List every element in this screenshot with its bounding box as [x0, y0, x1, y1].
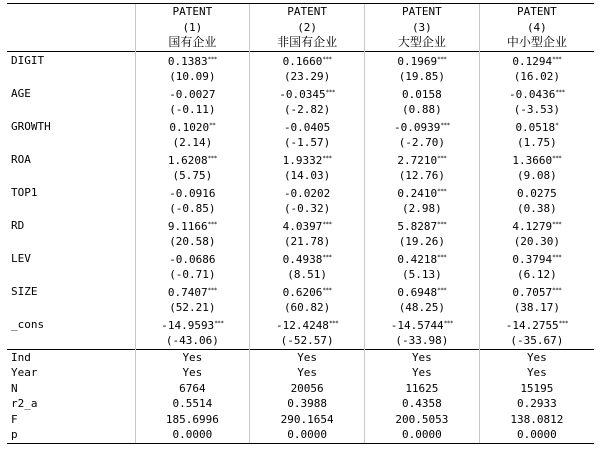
t-stat-cell: (12.76) — [365, 168, 480, 184]
t-stat-cell: (-0.85) — [135, 201, 250, 217]
significance-stars: *** — [214, 319, 224, 327]
coef-value: 1.3660 — [512, 153, 553, 167]
coef-value: 0.0518 — [515, 120, 556, 134]
stat-value: 20056 — [250, 381, 365, 397]
coef-cell — [479, 51, 594, 69]
coef-cell — [479, 85, 594, 103]
t-stat-cell: (-0.71) — [135, 267, 250, 283]
coef-value: 0.0158 — [402, 87, 442, 101]
coef-value: -0.0916 — [169, 186, 216, 200]
stat-name: r2_a — [11, 397, 38, 410]
significance-stars: *** — [207, 220, 217, 228]
variable-name-blank — [7, 234, 135, 250]
coef-cell — [250, 118, 365, 136]
coef-value: 0.3794 — [512, 252, 553, 266]
variable-name-blank — [7, 300, 135, 316]
t-stat-cell: (5.13) — [365, 267, 480, 283]
variable-name-blank — [7, 69, 135, 85]
coef-value: 0.4938 — [282, 252, 323, 266]
t-stat-cell: (0.38) — [479, 201, 594, 217]
t-stat-cell: (19.26) — [365, 234, 480, 250]
significance-stars: *** — [437, 187, 447, 195]
t-stat-cell: (60.82) — [250, 300, 365, 316]
header-corner — [7, 20, 135, 36]
stat-value: Yes — [479, 365, 594, 381]
header-model-no: (2) — [250, 20, 365, 36]
stat-value: 0.0000 — [365, 427, 480, 443]
t-stat-cell: (5.75) — [135, 168, 250, 184]
variable-name: SIZE — [11, 284, 38, 298]
coef-cell — [250, 151, 365, 169]
coef-value: 0.4218 — [397, 252, 438, 266]
coef-value: -0.0202 — [283, 186, 331, 200]
t-stat-cell: (38.17) — [479, 300, 594, 316]
header-group: 大型企业 — [365, 35, 480, 51]
coef-value: -0.0939 — [394, 120, 441, 134]
header-group: 国有企业 — [135, 35, 250, 51]
stat-value: 0.0000 — [479, 427, 594, 443]
coef-value: 0.2410 — [397, 186, 438, 200]
coef-cell — [479, 151, 594, 169]
t-stat-row — [7, 102, 594, 118]
stat-value: 0.5514 — [135, 396, 250, 412]
significance-stars: *** — [443, 319, 454, 327]
t-stat-row — [7, 69, 594, 85]
variable-name: TOP1 — [11, 185, 38, 199]
t-stat-cell: (2.98) — [365, 201, 480, 217]
coef-value: 2.7210 — [397, 153, 438, 167]
coef-value: 1.9332 — [282, 153, 323, 167]
coef-value: 9.1166 — [167, 219, 208, 233]
coef-value: 0.1660 — [282, 54, 323, 68]
significance-stars: *** — [437, 253, 447, 261]
coef-row — [7, 85, 594, 103]
stat-value: Yes — [479, 349, 594, 365]
variable-name: GROWTH — [11, 119, 51, 133]
stat-value: 0.0000 — [135, 427, 250, 443]
coef-cell — [479, 118, 594, 136]
significance-stars: *** — [440, 121, 450, 129]
coef-cell — [135, 184, 250, 202]
t-stat-row — [7, 234, 594, 250]
coef-cell — [250, 217, 365, 235]
variable-name: _cons — [11, 317, 45, 331]
coef-cell — [479, 250, 594, 268]
coef-value: 5.8287 — [397, 219, 438, 233]
variable-name-blank — [7, 267, 135, 283]
t-stat-cell: (-1.57) — [250, 135, 365, 151]
stat-value: 0.2933 — [479, 396, 594, 412]
coef-cell — [365, 85, 480, 103]
coef-value: -14.9593 — [161, 318, 215, 332]
stat-value: Yes — [365, 365, 480, 381]
coef-cell — [135, 316, 250, 334]
coef-cell — [365, 118, 480, 136]
stat-value: 185.6996 — [135, 412, 250, 428]
variable-name: RD — [11, 218, 25, 232]
stat-name: Year — [11, 366, 38, 379]
stat-value: 138.0812 — [479, 412, 594, 428]
significance-stars: *** — [437, 286, 447, 294]
significance-stars: *** — [552, 55, 562, 63]
stat-value: 0.0000 — [250, 427, 365, 443]
coef-cell — [365, 184, 480, 202]
stat-value: 200.5053 — [365, 412, 480, 428]
t-stat-cell: (48.25) — [365, 300, 480, 316]
significance-stars: *** — [322, 220, 332, 228]
header-depvar: PATENT — [250, 4, 365, 20]
t-stat-cell: (-0.32) — [250, 201, 365, 217]
coef-value: 0.1294 — [512, 54, 553, 68]
stat-value: Yes — [250, 349, 365, 365]
header-model-no: (3) — [365, 20, 480, 36]
coef-value: 4.1279 — [512, 219, 553, 233]
coef-cell — [135, 85, 250, 103]
significance-stars: *** — [328, 319, 339, 327]
stat-row — [7, 365, 594, 381]
t-stat-cell: (20.58) — [135, 234, 250, 250]
coef-value: -0.0436 — [509, 87, 556, 101]
t-stat-cell: (8.51) — [250, 267, 365, 283]
variable-name-blank — [7, 168, 135, 184]
stat-name: F — [11, 412, 18, 426]
t-stat-cell: (-52.57) — [250, 333, 365, 349]
t-stat-row — [7, 168, 594, 184]
stat-value: 11625 — [365, 381, 480, 397]
coef-cell — [135, 250, 250, 268]
coef-value: -14.5744 — [390, 318, 444, 332]
stat-value: Yes — [135, 349, 250, 365]
t-stat-row — [7, 300, 594, 316]
coef-cell — [250, 250, 365, 268]
significance-stars: *** — [322, 286, 332, 294]
significance-stars: *** — [325, 88, 335, 96]
stat-row — [7, 412, 594, 428]
t-stat-cell: (-2.82) — [250, 102, 365, 118]
stat-row — [7, 427, 594, 443]
coef-cell — [479, 217, 594, 235]
significance-stars: * — [555, 121, 559, 129]
stat-value: 0.4358 — [365, 396, 480, 412]
stat-name: p — [7, 427, 135, 443]
coef-cell — [135, 118, 250, 136]
t-stat-row — [7, 267, 594, 283]
variable-name: DIGIT — [7, 51, 135, 69]
regression-table-body — [7, 4, 594, 444]
coef-cell — [135, 283, 250, 301]
coef-cell — [479, 184, 594, 202]
significance-stars: *** — [207, 286, 217, 294]
significance-stars: ** — [209, 121, 216, 129]
coef-cell — [365, 283, 480, 301]
significance-stars: *** — [207, 154, 217, 162]
coef-row — [7, 217, 594, 235]
coef-value: -0.0686 — [169, 252, 216, 266]
coef-row — [7, 184, 594, 202]
coef-cell — [365, 217, 480, 235]
header-row-model — [7, 20, 594, 36]
coef-row — [7, 118, 594, 136]
coef-cell — [479, 316, 594, 334]
significance-stars: *** — [552, 286, 562, 294]
t-stat-cell: (21.78) — [250, 234, 365, 250]
coef-cell — [365, 316, 480, 334]
coef-cell — [250, 316, 365, 334]
variable-name-blank — [7, 201, 135, 217]
significance-stars: *** — [552, 253, 562, 261]
variable-name-blank — [7, 333, 135, 349]
coef-value: 0.6948 — [397, 285, 438, 299]
header-depvar: PATENT — [365, 4, 480, 20]
coef-row — [7, 250, 594, 268]
t-stat-cell: (19.85) — [365, 69, 480, 85]
significance-stars: *** — [322, 154, 332, 162]
variable-name-blank — [7, 102, 135, 118]
coef-cell — [135, 151, 250, 169]
stat-value: 6764 — [135, 381, 250, 397]
stat-value: 0.3988 — [250, 396, 365, 412]
stat-value: 290.1654 — [250, 412, 365, 428]
stat-value: 15195 — [479, 381, 594, 397]
coef-row — [7, 283, 594, 301]
stat-row — [7, 349, 594, 365]
coef-value: -0.0027 — [169, 87, 216, 101]
t-stat-cell: (-3.53) — [479, 102, 594, 118]
t-stat-cell: (-43.06) — [135, 333, 250, 349]
t-stat-cell: (-35.67) — [479, 333, 594, 349]
stat-value: Yes — [250, 365, 365, 381]
variable-name: AGE — [11, 86, 31, 100]
coef-cell — [365, 51, 480, 69]
significance-stars: *** — [555, 88, 565, 96]
header-model-no: (1) — [135, 20, 250, 36]
t-stat-cell: (-2.70) — [365, 135, 480, 151]
variable-name-blank — [7, 135, 135, 151]
header-corner — [7, 4, 135, 20]
coef-value: 4.0397 — [282, 219, 323, 233]
coef-row — [7, 316, 594, 334]
stat-value: Yes — [135, 365, 250, 381]
header-depvar: PATENT — [479, 4, 594, 20]
variable-name: ROA — [11, 152, 31, 166]
coef-value: -12.4248 — [275, 318, 329, 332]
coef-value: -0.0405 — [283, 120, 331, 134]
coef-cell — [250, 283, 365, 301]
t-stat-cell: (23.29) — [250, 69, 365, 85]
significance-stars: *** — [322, 55, 332, 63]
significance-stars: *** — [207, 55, 217, 63]
coef-cell — [365, 151, 480, 169]
regression-table — [7, 3, 594, 444]
coef-cell — [365, 250, 480, 268]
t-stat-cell: (16.02) — [479, 69, 594, 85]
coef-value: -0.0345 — [279, 87, 326, 101]
coef-value: 0.7407 — [167, 285, 208, 299]
t-stat-cell: (1.75) — [479, 135, 594, 151]
t-stat-cell: (6.12) — [479, 267, 594, 283]
header-depvar: PATENT — [135, 4, 250, 20]
coef-row — [7, 51, 594, 69]
coef-row — [7, 151, 594, 169]
t-stat-cell: (-33.98) — [365, 333, 480, 349]
significance-stars: *** — [437, 220, 447, 228]
t-stat-cell: (14.03) — [250, 168, 365, 184]
variable-name: LEV — [11, 251, 31, 265]
coef-value: 1.6208 — [167, 153, 208, 167]
coef-cell — [135, 51, 250, 69]
stat-row — [7, 381, 594, 397]
stat-value: Yes — [365, 349, 480, 365]
header-row-group — [7, 35, 594, 51]
header-group: 非国有企业 — [250, 35, 365, 51]
t-stat-row — [7, 201, 594, 217]
t-stat-cell: (10.09) — [135, 69, 250, 85]
coef-value: 0.7057 — [512, 285, 553, 299]
stat-name: Ind — [7, 349, 135, 365]
coef-cell — [250, 184, 365, 202]
t-stat-cell: (20.30) — [479, 234, 594, 250]
significance-stars: *** — [552, 220, 562, 228]
header-group: 中小型企业 — [479, 35, 594, 51]
coef-value: 0.1020 — [169, 120, 210, 134]
t-stat-cell: (52.21) — [135, 300, 250, 316]
coef-value: 0.0275 — [517, 186, 557, 200]
coef-cell — [250, 85, 365, 103]
significance-stars: *** — [558, 319, 569, 327]
t-stat-cell: (9.08) — [479, 168, 594, 184]
stat-name: N — [11, 381, 18, 395]
t-stat-cell: (-0.11) — [135, 102, 250, 118]
coef-value: 0.6206 — [282, 285, 323, 299]
header-corner — [7, 35, 135, 51]
coef-cell — [250, 51, 365, 69]
coef-cell — [479, 283, 594, 301]
stat-row — [7, 396, 594, 412]
t-stat-cell: (2.14) — [135, 135, 250, 151]
header-model-no: (4) — [479, 20, 594, 36]
header-row-depvar — [7, 4, 594, 20]
t-stat-row — [7, 135, 594, 151]
coef-value: 0.1383 — [167, 54, 208, 68]
significance-stars: *** — [437, 55, 447, 63]
coef-cell — [135, 217, 250, 235]
significance-stars: *** — [437, 154, 447, 162]
coef-value: 0.1969 — [397, 54, 438, 68]
significance-stars: *** — [322, 253, 332, 261]
t-stat-row — [7, 333, 594, 349]
t-stat-cell: (0.88) — [365, 102, 480, 118]
coef-value: -14.2755 — [505, 318, 559, 332]
significance-stars: *** — [552, 154, 562, 162]
